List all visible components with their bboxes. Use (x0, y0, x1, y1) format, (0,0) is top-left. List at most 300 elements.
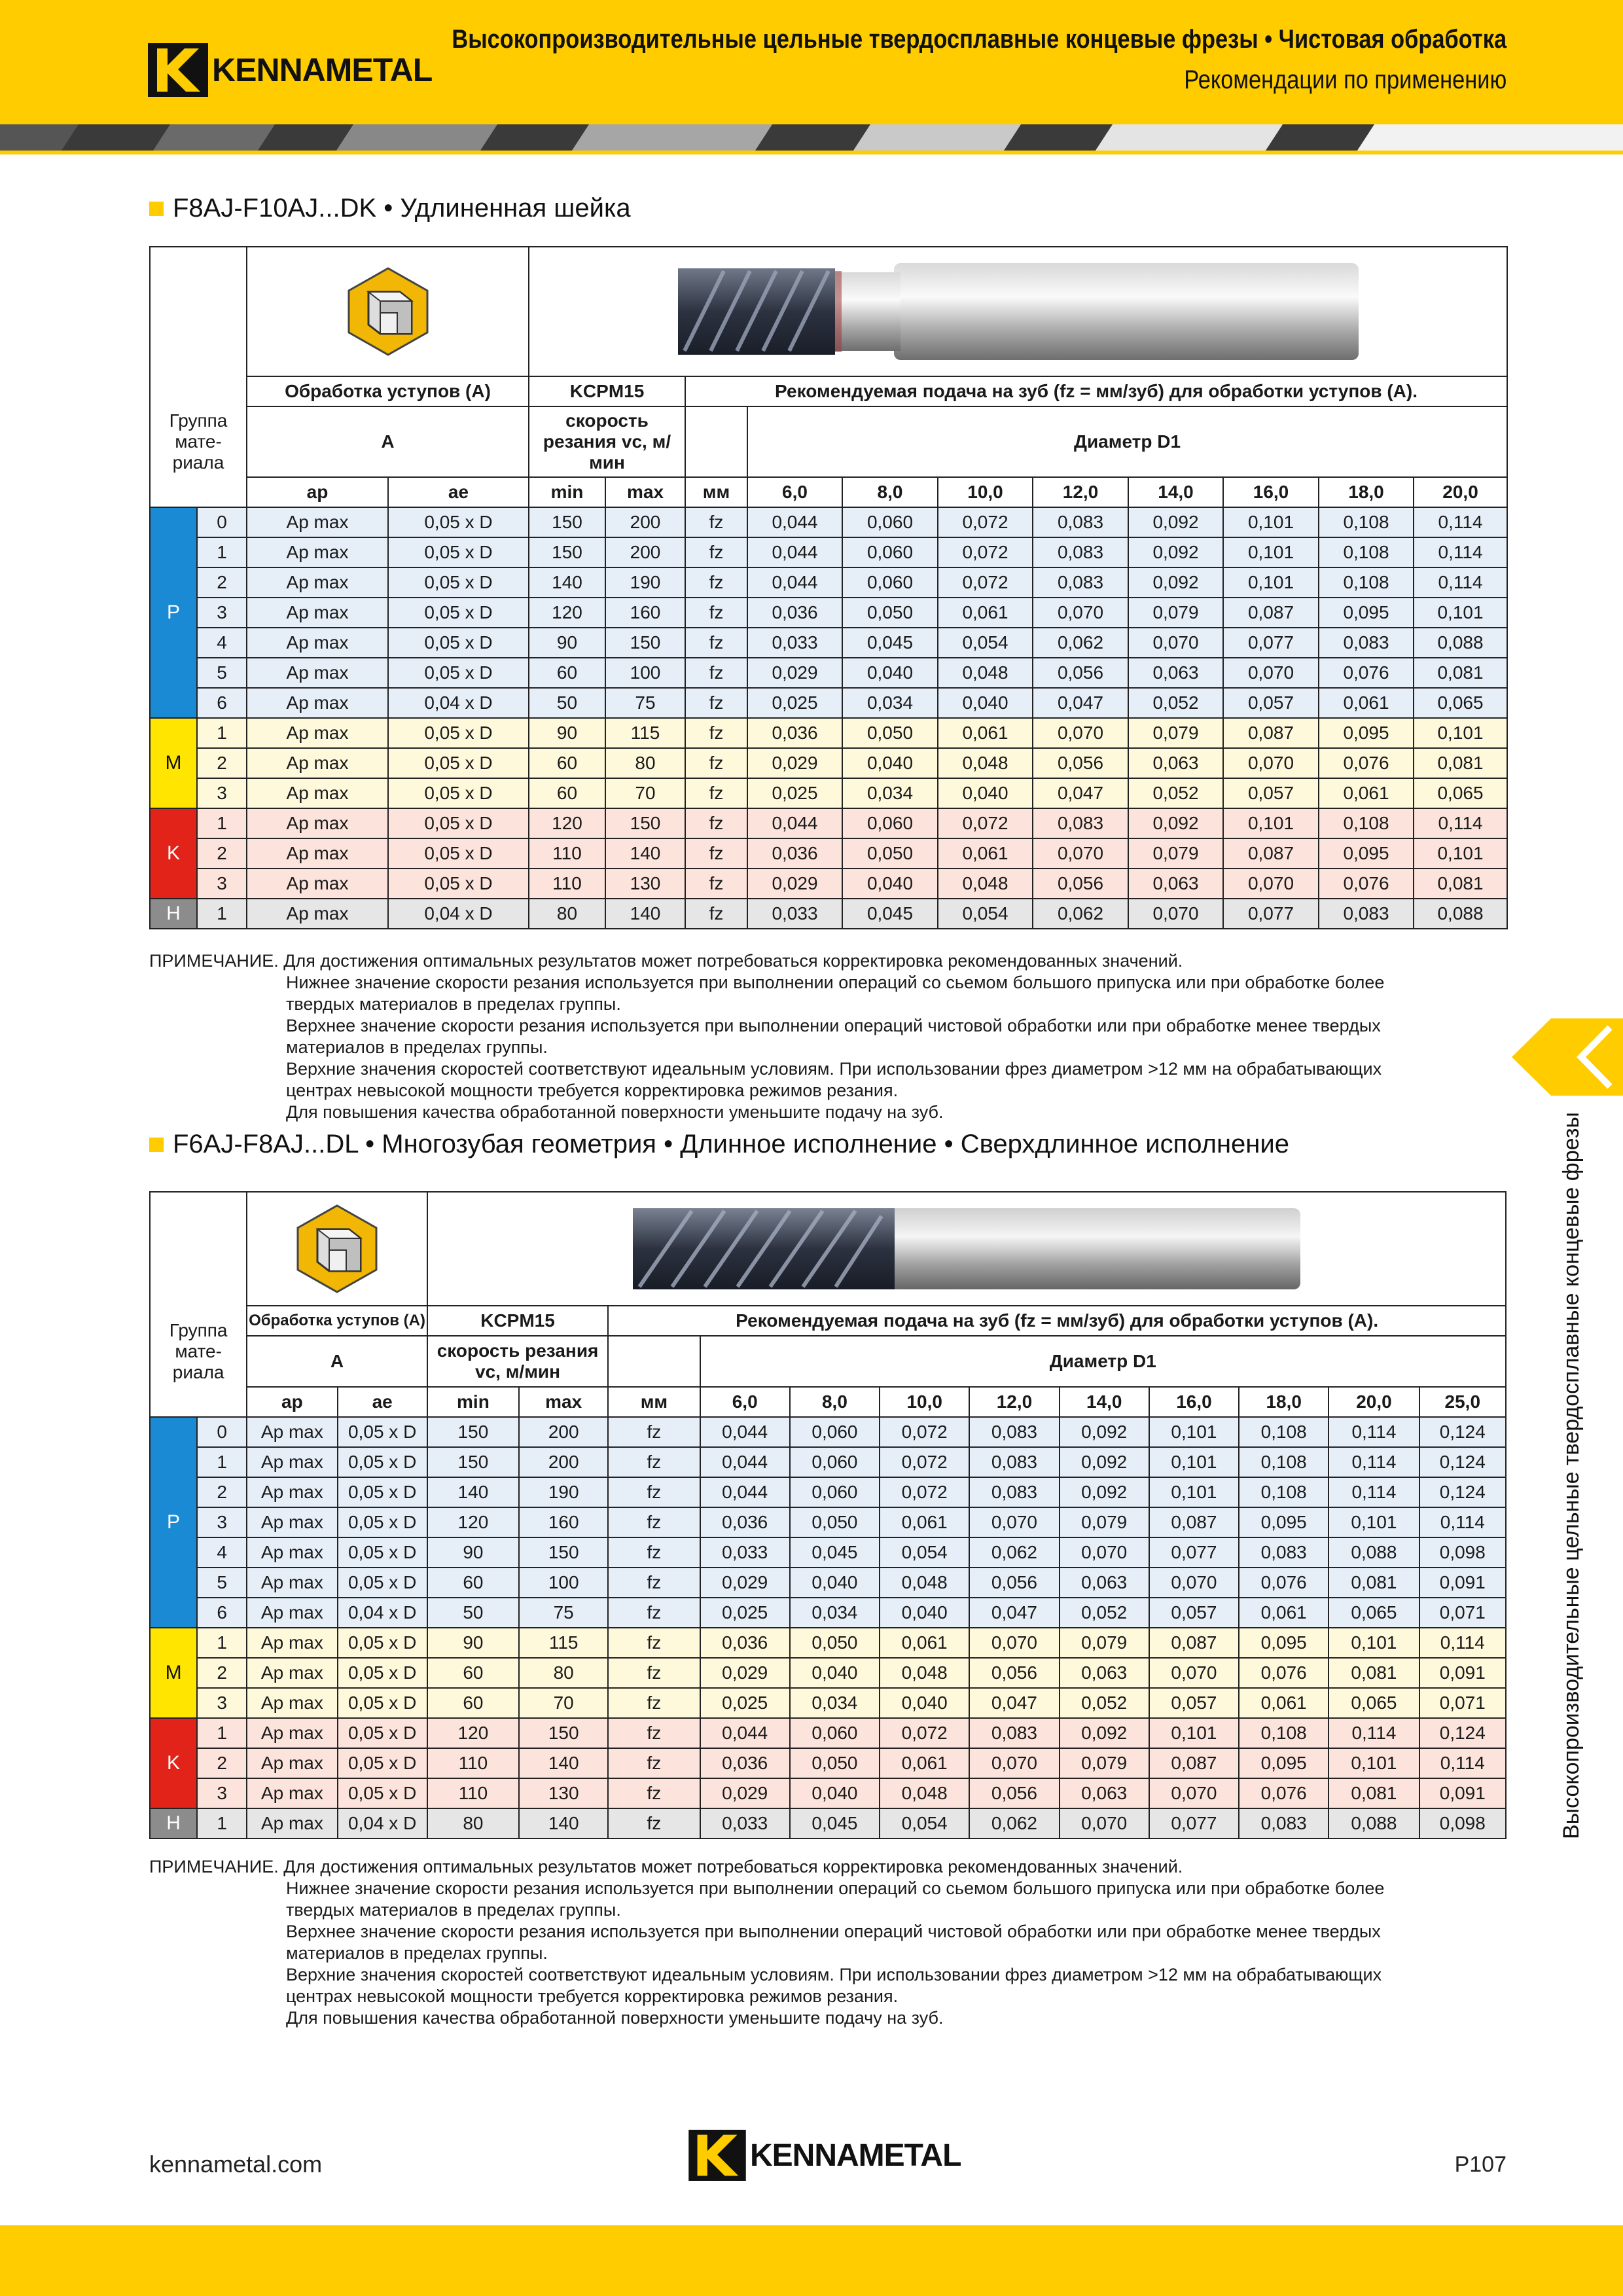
ae-value: 0,05 x D (388, 658, 529, 688)
feed-value: 0,045 (790, 1537, 880, 1568)
diameter-header: 8,0 (842, 477, 938, 507)
feed-value: 0,063 (1060, 1568, 1149, 1598)
feed-value: 0,079 (1128, 718, 1223, 748)
feed-value: 0,029 (747, 869, 842, 899)
ap-value: Ap max (247, 628, 388, 658)
feed-value: 0,092 (1060, 1718, 1149, 1748)
feed-value: 0,070 (1149, 1778, 1239, 1808)
table-row (150, 1718, 1506, 1748)
feed-value: 0,079 (1128, 838, 1223, 869)
note-line: Верхние значения скоростей соответствуют идеальным условиям. При использовании фрез диаметром >12 мм на обрабатывающих (286, 1059, 1382, 1079)
feed-value: 0,101 (1223, 567, 1319, 598)
feed-value: 0,060 (790, 1447, 880, 1477)
feed-value: 0,095 (1319, 598, 1414, 628)
feed-value: 0,040 (842, 869, 938, 899)
table-row (150, 1537, 1506, 1568)
col-min: min (529, 477, 605, 507)
unit-value: fz (608, 1748, 700, 1778)
vc-min-value: 150 (427, 1417, 519, 1447)
vc-max-value: 75 (519, 1598, 608, 1628)
feed-value: 0,077 (1223, 899, 1319, 929)
material-subgroup: 0 (197, 1417, 247, 1447)
material-subgroup: 6 (197, 1598, 247, 1628)
feed-value: 0,050 (790, 1507, 880, 1537)
feed-value: 0,081 (1329, 1568, 1419, 1598)
feed-value: 0,101 (1329, 1748, 1419, 1778)
vc-min-value: 150 (427, 1447, 519, 1477)
feed-value: 0,124 (1419, 1417, 1506, 1447)
empty-cell (608, 1336, 700, 1387)
feed-value: 0,047 (969, 1598, 1059, 1628)
ap-value: Ap max (247, 1718, 337, 1748)
section2-note (149, 1856, 1484, 2029)
vc-max-value: 70 (605, 778, 685, 808)
ap-value: Ap max (247, 537, 388, 567)
feed-value: 0,054 (880, 1537, 969, 1568)
unit-value: fz (685, 838, 747, 869)
feed-value: 0,057 (1149, 1688, 1239, 1718)
feed-value: 0,063 (1060, 1658, 1149, 1688)
unit-value: fz (685, 718, 747, 748)
vc-max-value: 100 (519, 1568, 608, 1598)
feed-value: 0,056 (1033, 869, 1128, 899)
material-subgroup: 3 (197, 1778, 247, 1808)
vc-max-value: 140 (519, 1808, 608, 1839)
speed-label: скорость резания vc, м/мин (427, 1336, 609, 1387)
vc-min-value: 90 (427, 1537, 519, 1568)
operation-icon-cell (247, 247, 529, 376)
feed-value: 0,070 (1223, 748, 1319, 778)
feed-value: 0,114 (1414, 567, 1507, 598)
ae-value: 0,05 x D (338, 1417, 427, 1447)
feed-value: 0,070 (1128, 628, 1223, 658)
footer-logo[interactable] (688, 2130, 961, 2181)
feed-value: 0,072 (938, 567, 1033, 598)
chevron-left-icon[interactable] (1512, 1018, 1623, 1096)
feed-value: 0,048 (880, 1568, 969, 1598)
feed-value: 0,079 (1060, 1748, 1149, 1778)
ap-value: Ap max (247, 1447, 337, 1477)
feed-value: 0,040 (880, 1688, 969, 1718)
feed-value: 0,070 (1033, 718, 1128, 748)
vc-max-value: 140 (519, 1748, 608, 1778)
feed-value: 0,083 (1033, 567, 1128, 598)
material-subgroup: 6 (197, 688, 247, 718)
ap-value: Ap max (247, 1568, 337, 1598)
feed-value: 0,052 (1128, 688, 1223, 718)
vc-min-value: 60 (529, 748, 605, 778)
feed-value: 0,114 (1414, 507, 1507, 537)
vc-max-value: 140 (605, 838, 685, 869)
ae-value: 0,05 x D (388, 598, 529, 628)
note-text: Для достижения оптимальных результатов может потребоваться корректировка рекомендованных значений. (283, 951, 1183, 971)
feed-value: 0,092 (1128, 507, 1223, 537)
footer-brand-text: KENNAMETAL (750, 2138, 961, 2173)
ae-value: 0,05 x D (338, 1507, 427, 1537)
unit-value: fz (608, 1628, 700, 1658)
unit-value: fz (685, 628, 747, 658)
group-header-label: Группа мате-риала (169, 1320, 228, 1382)
feed-value: 0,081 (1329, 1778, 1419, 1808)
ap-value: Ap max (247, 688, 388, 718)
note-first-line (149, 1856, 1484, 1878)
unit-value: fz (608, 1417, 700, 1447)
ap-value: Ap max (247, 838, 388, 869)
feed-value: 0,070 (1149, 1568, 1239, 1598)
feed-value: 0,033 (747, 628, 842, 658)
vc-min-value: 120 (529, 808, 605, 838)
feed-value: 0,092 (1128, 537, 1223, 567)
ap-value: Ap max (247, 598, 388, 628)
header-logo[interactable] (148, 43, 432, 97)
feed-value: 0,044 (747, 567, 842, 598)
feed-value: 0,061 (938, 838, 1033, 869)
feed-value: 0,108 (1239, 1417, 1329, 1447)
vc-min-value: 60 (427, 1568, 519, 1598)
feed-value: 0,088 (1329, 1808, 1419, 1839)
feed-value: 0,036 (700, 1748, 790, 1778)
feed-value: 0,061 (880, 1748, 969, 1778)
feed-value: 0,056 (1033, 748, 1128, 778)
diameter-header: 14,0 (1128, 477, 1223, 507)
feed-value: 0,063 (1128, 869, 1223, 899)
ae-value: 0,04 x D (388, 688, 529, 718)
feed-value: 0,072 (938, 808, 1033, 838)
feed-value: 0,054 (938, 628, 1033, 658)
feed-value: 0,087 (1149, 1628, 1239, 1658)
ap-value: Ap max (247, 718, 388, 748)
feed-value: 0,114 (1414, 808, 1507, 838)
feed-value: 0,056 (969, 1658, 1059, 1688)
table-row (150, 628, 1507, 658)
group-header-cell (150, 247, 247, 477)
feed-value: 0,101 (1149, 1718, 1239, 1748)
unit-value: fz (608, 1537, 700, 1568)
diameter-header: 12,0 (1033, 477, 1128, 507)
group-header-spacer (150, 477, 247, 507)
note-line: материалов в пределах группы. (286, 1037, 548, 1057)
vc-max-value: 140 (605, 899, 685, 929)
feed-value: 0,077 (1149, 1537, 1239, 1568)
vc-min-value: 140 (529, 567, 605, 598)
feed-value: 0,087 (1223, 718, 1319, 748)
unit-value: fz (608, 1658, 700, 1688)
vc-min-value: 110 (529, 869, 605, 899)
vc-max-value: 80 (605, 748, 685, 778)
vc-min-value: 90 (529, 718, 605, 748)
unit-value: fz (685, 598, 747, 628)
table-row (150, 507, 1507, 537)
feed-value: 0,054 (880, 1808, 969, 1839)
kennametal-k-logo (148, 43, 208, 97)
feed-value: 0,052 (1128, 778, 1223, 808)
ap-value: Ap max (247, 1748, 337, 1778)
section2-table (149, 1191, 1507, 1839)
col-ap: ap (247, 1387, 337, 1417)
ap-value: Ap max (247, 1658, 337, 1688)
feed-value: 0,114 (1419, 1628, 1506, 1658)
feed-value: 0,050 (790, 1748, 880, 1778)
feed-value: 0,076 (1239, 1568, 1329, 1598)
unit-value: fz (685, 658, 747, 688)
ae-value: 0,05 x D (338, 1477, 427, 1507)
feed-value: 0,101 (1149, 1447, 1239, 1477)
feed-value: 0,048 (938, 748, 1033, 778)
kennametal-k-logo (688, 2130, 746, 2181)
feed-value: 0,048 (938, 869, 1033, 899)
unit-value: fz (608, 1568, 700, 1598)
table-row (150, 1628, 1506, 1658)
table-row (150, 1658, 1506, 1688)
vc-min-value: 60 (427, 1658, 519, 1688)
feed-value: 0,079 (1128, 598, 1223, 628)
unit-value: fz (685, 688, 747, 718)
table-row (150, 1808, 1506, 1839)
table-row (150, 1568, 1506, 1598)
vc-max-value: 150 (519, 1537, 608, 1568)
material-subgroup: 1 (197, 1718, 247, 1748)
material-subgroup: 1 (197, 718, 247, 748)
material-subgroup: 1 (197, 537, 247, 567)
feed-value: 0,036 (700, 1507, 790, 1537)
feed-value: 0,060 (790, 1718, 880, 1748)
feed-value: 0,079 (1060, 1628, 1149, 1658)
ap-value: Ap max (247, 1688, 337, 1718)
table-row (150, 1477, 1506, 1507)
ae-value: 0,04 x D (338, 1598, 427, 1628)
ae-value: 0,05 x D (338, 1748, 427, 1778)
feed-value: 0,091 (1419, 1658, 1506, 1688)
table-row (150, 899, 1507, 929)
vc-min-value: 90 (427, 1628, 519, 1658)
section2-table-wrap (149, 1191, 1507, 1839)
feed-value: 0,079 (1060, 1507, 1149, 1537)
ap-value: Ap max (247, 778, 388, 808)
yellow-square-icon (149, 202, 164, 216)
feed-value: 0,101 (1414, 718, 1507, 748)
table-row (150, 658, 1507, 688)
col-max: max (519, 1387, 608, 1417)
diameter-header: 16,0 (1149, 1387, 1239, 1417)
feed-value: 0,108 (1319, 808, 1414, 838)
note-line: Для повышения качества обработанной поверхности уменьшите подачу на зуб. (286, 1102, 944, 1122)
table-row (150, 1447, 1506, 1477)
table-row (150, 688, 1507, 718)
diameter-header: 12,0 (969, 1387, 1059, 1417)
col-mm: мм (685, 477, 747, 507)
vc-max-value: 200 (605, 537, 685, 567)
grade-label: KCPM15 (529, 376, 685, 406)
feed-value: 0,083 (969, 1477, 1059, 1507)
table-row (150, 718, 1507, 748)
ae-value: 0,05 x D (388, 567, 529, 598)
section2-title (149, 1130, 1289, 1159)
material-subgroup: 1 (197, 899, 247, 929)
feed-value: 0,108 (1319, 537, 1414, 567)
feed-value: 0,045 (790, 1808, 880, 1839)
material-group-cell: P (150, 507, 197, 718)
feed-value: 0,070 (1033, 838, 1128, 869)
feed-value: 0,036 (747, 838, 842, 869)
feed-value: 0,101 (1223, 808, 1319, 838)
feed-value: 0,091 (1419, 1568, 1506, 1598)
feed-value: 0,061 (880, 1628, 969, 1658)
vc-max-value: 160 (605, 598, 685, 628)
feed-value: 0,044 (747, 808, 842, 838)
note-line: материалов в пределах группы. (286, 1943, 548, 1963)
feed-value: 0,061 (938, 718, 1033, 748)
ap-value: Ap max (247, 1808, 337, 1839)
feed-value: 0,056 (969, 1778, 1059, 1808)
feed-value: 0,072 (880, 1477, 969, 1507)
feed-value: 0,048 (938, 658, 1033, 688)
note-line: твердых материалов в пределах группы. (286, 994, 621, 1014)
note-line: центрах невысокой мощности требуется корректировка режимов резания. (286, 1081, 899, 1100)
operation-label: Обработка уступов (A) (247, 376, 529, 406)
feed-value: 0,044 (700, 1417, 790, 1447)
feed-value: 0,040 (938, 688, 1033, 718)
feed-value: 0,063 (1060, 1778, 1149, 1808)
footer-url-link[interactable]: kennametal.com (149, 2151, 323, 2178)
group-header-label: Группа мате-риала (169, 410, 228, 473)
vc-min-value: 140 (427, 1477, 519, 1507)
feed-value: 0,050 (842, 838, 938, 869)
ae-value: 0,05 x D (388, 718, 529, 748)
shoulder-milling-icon (342, 266, 434, 357)
material-subgroup: 4 (197, 1537, 247, 1568)
feed-value: 0,114 (1329, 1447, 1419, 1477)
ae-value: 0,05 x D (338, 1658, 427, 1688)
feed-value: 0,040 (790, 1778, 880, 1808)
feed-value: 0,025 (747, 688, 842, 718)
tool-image-cell (529, 247, 1507, 376)
material-subgroup: 1 (197, 1808, 247, 1839)
feed-value: 0,048 (880, 1778, 969, 1808)
col-ap: ap (247, 477, 388, 507)
feed-value: 0,065 (1329, 1598, 1419, 1628)
feed-value: 0,034 (842, 778, 938, 808)
operation-icon-cell (247, 1192, 427, 1306)
vc-min-value: 60 (427, 1688, 519, 1718)
diameter-header: 6,0 (747, 477, 842, 507)
feed-value: 0,114 (1419, 1748, 1506, 1778)
vc-min-value: 150 (529, 537, 605, 567)
diameter-header: 6,0 (700, 1387, 790, 1417)
feed-value: 0,076 (1319, 748, 1414, 778)
ap-value: Ap max (247, 658, 388, 688)
ap-value: Ap max (247, 1598, 337, 1628)
yellow-square-icon (149, 1138, 164, 1152)
table-row (150, 778, 1507, 808)
col-ae: ae (338, 1387, 427, 1417)
ae-value: 0,05 x D (388, 778, 529, 808)
vc-max-value: 150 (605, 808, 685, 838)
ae-value: 0,04 x D (338, 1808, 427, 1839)
feed-value: 0,092 (1128, 567, 1223, 598)
feed-value: 0,088 (1329, 1537, 1419, 1568)
page-subtitle: Рекомендации по применению (1183, 65, 1507, 94)
section1-note (149, 950, 1484, 1123)
feed-title: Рекомендуемая подача на зуб (fz = мм/зуб) для обработки уступов (A). (608, 1306, 1506, 1336)
ap-value: Ap max (247, 507, 388, 537)
feed-value: 0,047 (1033, 778, 1128, 808)
diameter-header: 20,0 (1329, 1387, 1419, 1417)
feed-value: 0,083 (969, 1718, 1059, 1748)
feed-value: 0,108 (1239, 1477, 1329, 1507)
ae-value: 0,05 x D (338, 1778, 427, 1808)
feed-value: 0,036 (747, 598, 842, 628)
feed-value: 0,060 (842, 567, 938, 598)
feed-value: 0,101 (1223, 537, 1319, 567)
feed-value: 0,083 (1033, 537, 1128, 567)
note-line: Нижнее значение скорости резания используется при выполнении операций со сьемом большого припуска или при обработке более (286, 1878, 1385, 1898)
page-number: P107 (1454, 2152, 1507, 2177)
table-row (150, 1688, 1506, 1718)
feed-value: 0,034 (790, 1688, 880, 1718)
vc-min-value: 110 (427, 1778, 519, 1808)
unit-value: fz (608, 1808, 700, 1839)
feed-value: 0,101 (1329, 1507, 1419, 1537)
feed-value: 0,083 (1239, 1808, 1329, 1839)
unit-value: fz (608, 1718, 700, 1748)
feed-value: 0,029 (700, 1658, 790, 1688)
col-max: max (605, 477, 685, 507)
vc-min-value: 80 (427, 1808, 519, 1839)
feed-value: 0,124 (1419, 1447, 1506, 1477)
unit-value: fz (685, 567, 747, 598)
feed-value: 0,114 (1329, 1718, 1419, 1748)
vc-max-value: 115 (605, 718, 685, 748)
feed-value: 0,065 (1329, 1688, 1419, 1718)
ap-value: Ap max (247, 748, 388, 778)
col-min: min (427, 1387, 519, 1417)
material-group-cell: K (150, 808, 197, 899)
vc-min-value: 50 (529, 688, 605, 718)
feed-value: 0,044 (700, 1718, 790, 1748)
feed-value: 0,101 (1149, 1477, 1239, 1507)
feed-value: 0,072 (938, 537, 1033, 567)
feed-value: 0,060 (790, 1417, 880, 1447)
feed-value: 0,061 (880, 1507, 969, 1537)
operation-code: A (247, 406, 529, 477)
feed-value: 0,056 (1033, 658, 1128, 688)
feed-value: 0,040 (842, 658, 938, 688)
empty-cell (685, 406, 747, 477)
diameter-header: 10,0 (938, 477, 1033, 507)
ae-value: 0,05 x D (388, 628, 529, 658)
shoulder-milling-icon (291, 1203, 383, 1295)
feed-value: 0,062 (969, 1537, 1059, 1568)
ap-value: Ap max (247, 1507, 337, 1537)
feed-value: 0,040 (938, 778, 1033, 808)
vc-min-value: 50 (427, 1598, 519, 1628)
feed-value: 0,034 (790, 1598, 880, 1628)
table-row (150, 567, 1507, 598)
feed-value: 0,087 (1149, 1748, 1239, 1778)
vc-min-value: 120 (427, 1718, 519, 1748)
diameter-header: 8,0 (790, 1387, 880, 1417)
feed-value: 0,076 (1319, 658, 1414, 688)
material-subgroup: 1 (197, 1447, 247, 1477)
vc-max-value: 150 (605, 628, 685, 658)
vc-min-value: 120 (427, 1507, 519, 1537)
vc-min-value: 60 (529, 658, 605, 688)
table-row (150, 537, 1507, 567)
vc-max-value: 130 (519, 1778, 608, 1808)
note-label: ПРИМЕЧАНИЕ. (149, 951, 279, 971)
feed-value: 0,088 (1414, 628, 1507, 658)
vc-max-value: 200 (605, 507, 685, 537)
